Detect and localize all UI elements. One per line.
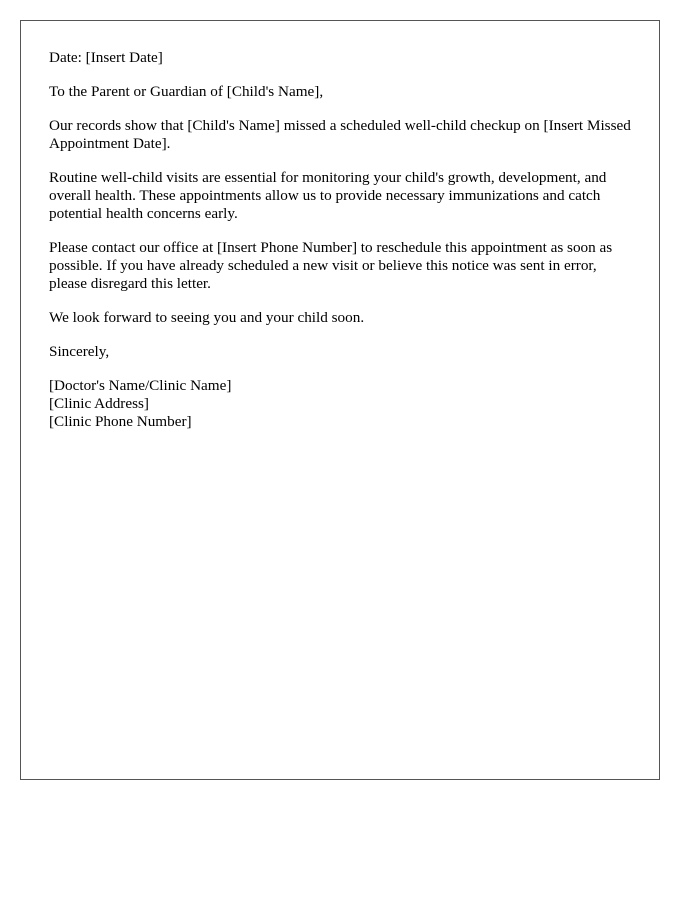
paragraph-contact: Please contact our office at [Insert Phone Number] to reschedule this appointment as soon as possible. If you have already scheduled a new visit or believe this notice was sent in error, please disregard this letter. — [49, 239, 613, 292]
paragraph-records: Our records show that [Child's Name] missed a scheduled well-child checkup on [Insert Missed Appointment Date]. — [49, 117, 631, 152]
signature-name: [Doctor's Name/Clinic Name] — [49, 377, 232, 394]
paragraph-closing: We look forward to seeing you and your child soon. — [49, 309, 365, 326]
paragraph-importance: Routine well-child visits are essential for monitoring your child's growth, development, and overall health. These appointments allow us to provide necessary immunizations and catch potential health concerns early. — [49, 169, 607, 222]
sign-off: Sincerely, — [49, 343, 110, 360]
letter-page — [20, 20, 660, 780]
salutation: To the Parent or Guardian of [Child's Name], — [49, 83, 324, 100]
signature-address: [Clinic Address] — [49, 395, 149, 412]
signature-block — [49, 377, 631, 431]
date-line: Date: [Insert Date] — [49, 49, 163, 66]
signature-phone: [Clinic Phone Number] — [49, 413, 192, 430]
